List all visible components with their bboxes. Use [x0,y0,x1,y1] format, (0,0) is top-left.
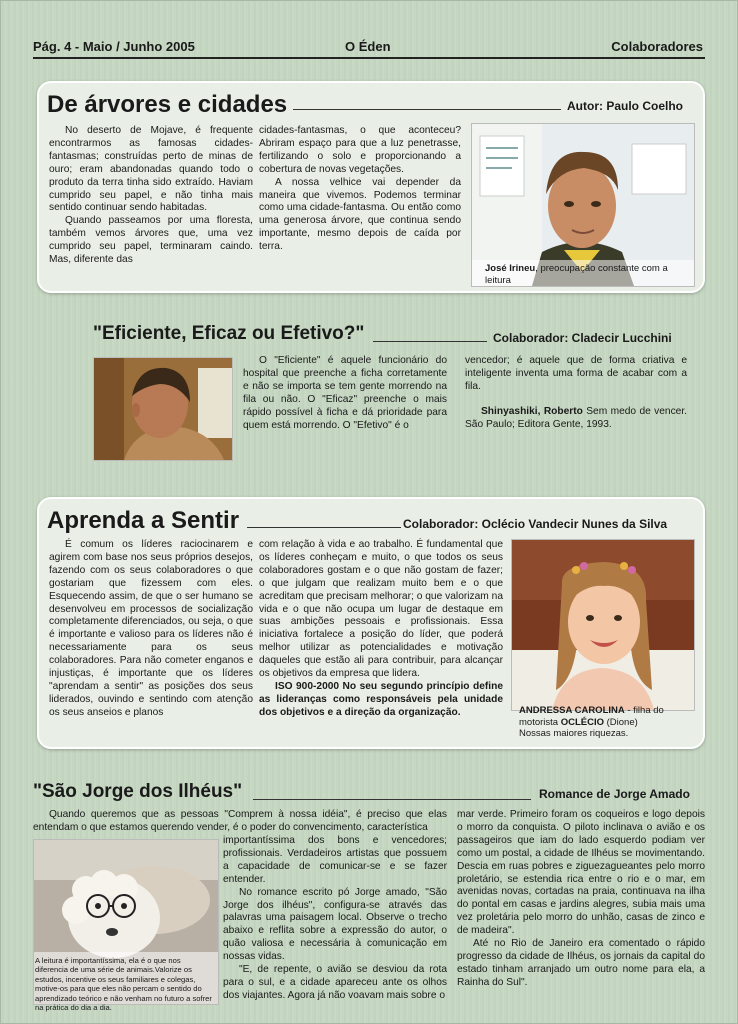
caption-name: José Irineu [485,263,536,274]
article-author: Romance de Jorge Amado [539,787,690,801]
reference [465,406,687,432]
photo-man-profile [93,357,233,461]
reference-text: Sem medo de vencer. São Paulo; Editora Gente, 1993. [465,405,687,430]
article-card-trees [37,81,705,293]
article-column [457,809,705,990]
paragraph: mar verde. Primeiro foram os coqueiros e logo depois o morro da conquista. O piloto inclinava o avião e os passageiros que iam do lado esquerdo podiam ver como um postal, a cidade de Ilhéus se movimentando. Descia em ruas pobres e ziguezagueantes pelo morro proletário, se estendia rica entre o rio e o mar, em avenidas novas, cortadas na praia, continuava na ilha do pontal em casas e jardins alegres, subia mais uma vez proletária pelo morro do unhão, casas de zinco e de madeira". [457,809,705,937]
article-intro [33,809,447,835]
article-card-sentir [37,497,705,749]
paragraph: importantíssima dos bons e vencedores; profissionais. Verdadeiros artistas que possuem a capacidade de comunicar-se e se fazer entender. [223,835,447,885]
article-title: Aprenda a Sentir [47,507,240,534]
paragraph: com relação à vida e ao trabalho. É fundamental que os líderes conheçam e muito, o que todos os seus colaboradores gostam e o que não gostam de fazer; o que julgam que realizam muito bem e o que acreditam que precisam melhorar; o que valorizam na vida e o que não ocupa um lugar de destaque em suas ambições pessoais e profissionais. Essa iniciativa fortalece a posição do líder, que poderá melhor utilizar as potencialidades e motivação daqueles que estão ali para contribuir, para alcançar os objetivos da empresa que lidera. [259,539,503,680]
caption-text: , preocupação constante com a leitura [485,263,668,286]
page-info: Pág. 4 - Maio / Junho 2005 [33,39,195,54]
article-column [259,125,461,254]
article-column [49,125,253,267]
article-column [223,835,447,1003]
caption-text-end: (Dione) [604,716,638,728]
photo-caption [485,263,691,286]
paragraph: No romance escrito pó Jorge amado, "São Jorge dos ilhéus", configura-se através das palavras uma paisagem local. Observe o trecho abaixo e reflita sobre a expressão do autor, o quão valiosa e necessária à comunicação em nossas vidas. [223,886,447,963]
article-author: Autor: Paulo Coelho [567,99,683,113]
caption-text: A leitura é importantíssima, ela é o que nos diferencia de uma série de animais.Valorize os estudos, incentive os seus familiares e colegas, motive-os para que eles não percam o sentido do aprendizado teórico e não venham no futuro a sofrer na prática do dia a dia. [35,956,212,1013]
caption-line-2: Nossas maiores riquezas. [519,728,629,739]
paragraph: No deserto de Mojave, é frequente encontrarmos as famosas cidades-fantasmas; construídas perto de minas de ouro; eram abandonadas quando todo o produto da terra tinha sido extraído. Haviam cumprido seu papel, e não tinha mais sentido continuar sendo habitadas. [49,125,253,214]
reference-author: Shinyashiki, Roberto [481,405,583,417]
article-author: Colaborador: Cladecir Lucchini [493,331,672,345]
article-title: De árvores e cidades [47,91,288,118]
page-header [33,37,705,59]
title-rule [293,109,561,110]
article-column [465,355,687,432]
caption-name: ANDRESSA CAROLINA [519,705,625,716]
paragraph: É comum os líderes raciocinarem e agirem com base nos seus próprios desejos, fazendo com os seus colaboradores o que gostariam que fizessem com eles. Esquecendo assim, de que o ser humano se desenvolveu em processos de socialização completamente diferenciados, ou seja, o que é importante e valioso para os líderes não é necessariamente para os seus colaboradores. Para não cometer enganos e injustiças, é importante que os líderes "aprendam a sentir" as posições dos seus liderados, ouvindo e sentindo com atenção os seus anseios e planos [49,539,253,718]
paragraph: A nossa velhice vai depender da maneira que vivemos. Podemos terminar como uma cidade-fantasma. Ou então como uma generosa árvore, que continua sendo importante, mesmo depois de caída por terra. [259,176,461,253]
section-name: Colaboradores [611,39,703,54]
paragraph: Quando queremos que as pessoas "Comprem à nossa idéia", é preciso que elas entendam o que estamos querendo vender, é o poder do convencimento, característica [33,809,447,833]
article-author: Colaborador: Oclécio Vandecir Nunes da Silva [403,517,668,531]
paragraph: O "Eficiente" é aquele funcionário do hospital que preenche a ficha corretamente e não se importa se tem gente morrendo na fila ou não. O "Eficaz" preenche o mais rápido possível à ficha e dá prioridade para quem está morrendo. O "Efetivo" é o [243,355,447,431]
paragraph: Até no Rio de Janeiro era comentado o rápido progresso da cidade de Ilhéus, os jornais da capital do estado tinham arranjado um outro nome para ela, a Rainha do Sul". [457,938,705,988]
photo-girl-portrait [511,539,695,711]
paragraph: Quando passeamos por uma floresta, também vemos árvores que, uma vez cumprido seu papel, terminaram caindo. Mas, diferente das [49,215,253,266]
article-column [243,355,447,432]
title-rule [373,341,487,342]
caption-text: - filha do motorista [519,705,664,728]
paragraph: cidades-fantasmas, o que aconteceu? Abriram espaço para que a luz penetrasse, fertilizando o solo e proporcionando a cobertura de novas vegetações. [259,125,461,175]
article-column [259,539,503,720]
title-rule [247,527,401,528]
paragraph: "E, de repente, o avião se desviou da rota para o sul, e a cidade apareceu ante os olhos dos viajantes. Agora já não voavam mais sobre o [223,964,447,1001]
publication-name: O Éden [345,39,391,54]
paragraph: vencedor; é aquele que de forma criativa e inteligente inventa uma forma de acabar com a fila. [465,355,687,392]
photo-caption [519,705,693,740]
paragraph-bold: ISO 900-2000 No seu segundo princípio define as lideranças como responsáveis pela unidade dos objetivos e a direção da organização. [259,680,503,718]
article-title-ilheus: "São Jorge dos Ilhéus" [33,781,243,802]
article-title-eficiente: "Eficiente, Eficaz ou Efetivo?" [93,323,365,344]
title-rule [253,799,531,800]
caption-name-2: OCLÉCIO [560,716,604,728]
photo-caption [35,956,215,1012]
article-column [49,539,253,720]
